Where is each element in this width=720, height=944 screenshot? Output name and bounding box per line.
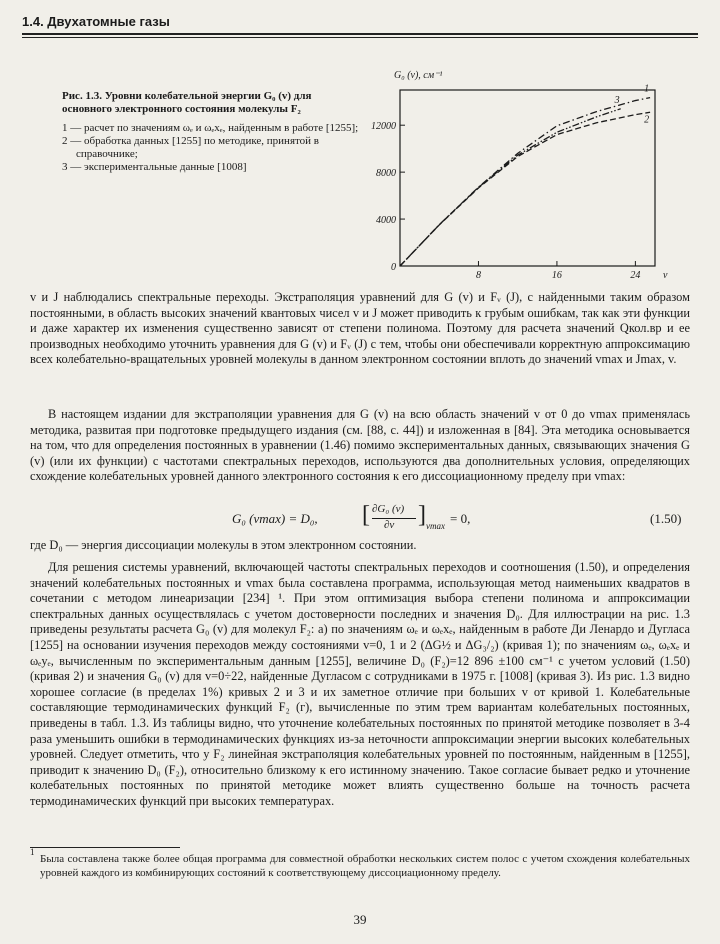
equation-subscript: vmax: [426, 521, 445, 531]
equation-numerator: ∂G₀ (v): [372, 503, 405, 515]
equation-1-50: [0, 502, 720, 535]
paragraph-3-text: где D₀ — энергия диссоциации молекулы в этом электронном состоянии.: [30, 538, 417, 552]
series-line-1: [400, 98, 650, 266]
equation-left: G₀ (vmax) = D₀,: [232, 511, 318, 526]
footnote-mark: 1: [30, 847, 35, 857]
equation-bracket: [: [362, 502, 370, 528]
curve-label-2: 2: [644, 114, 650, 126]
series-line-3: [400, 109, 621, 266]
header-rule-thin: [22, 37, 698, 38]
paragraph-1-text: v и J наблюдались спектральные переходы. Экстраполяция уравнений для G (v) и Fᵥ (J), с найденными таким образом постоянными, в область высоких значений квантовых чисел v и J может приводить к грубым ошибкам, так как эти функции и даже характер их изменения существенно зависят от степени полинома. Поэтому для расчета значений Qкол.вр и ее производных необходимо уточнить уравнения для G (v) и Fᵥ (J) с тем, чтобы они обеспечивали корректную аппроксимацию всех колебательно-вращательных уровней молекулы в данном электронном состоянии вплоть до значений vmax и Jmax, v.: [30, 290, 690, 367]
figure-caption: [62, 90, 362, 174]
x-axis-label: v: [663, 270, 668, 281]
equation-number: (1.50): [650, 511, 682, 526]
legend-item-2: 2 — обработка данных [1255] по методике, принятой в справочнике;: [62, 135, 319, 160]
footnote-rule: [30, 847, 180, 848]
legend-item-3: 3 — экспериментальные данные [1008]: [62, 161, 247, 173]
paragraph-4-text: Для решения системы уравнений, включающей частоты спектральных переходов и соотношения (1.50), и определения значений колебательных постоянных и vmax была составлена программа, использующая метод наименьших квадратов в сочетании с методом линеаризации [234] ¹. При этом оптимизация выбора степени полинома и аппроксимации спектральных данных осуществлялась с учетом достоверности последних и значения D₀. Для иллюстрации на рис. 1.3 приведены результаты расчета G₀ (v) для молекул F₂: а) по значениям ωₑ и ωₑxₑ, найденным в работе Ди Ленардо и Дугласа [1255] на основании изучения переходов между состояниями v=0, 1 и 2 (ΔG½ и ΔG₃/₂) (кривая 1); по значениям ωₑ, ωₑxₑ и ωₑyₑ, вычисленным по экспериментальным данным [1255], величине D₀ (F₂)=12 896 ±100 см⁻¹ с учетом условий (1.50) (кривая 2) и значения G₀ (v) для v=0÷22, найденные Дугласом с сотрудниками в 1975 г. [1008] (кривая 3). Из рис. 1.3 видно хорошее согласие (в пределах 1%) кривых 2 и 3 и их заметное отличие при больших v от кривой 1. Колебательные составляющие термодинамических функций F₂ (г), вычисленные по этим трем вариантам колебательных постоянных, приведены в табл. 1.3. Из таблицы видно, что уточнение колебательных постоянных по принятой методике позволяет в 3-4 раза уменьшить ошибки в термодинамических функциях из-за неточности аппроксимации энергии высоких колебательных уровней. Следует отметить, что у F₂ линейная экстраполяция колебательных уровней по постоянным, найденным в [1255], приводит к значению D₀ (F₂), относительно близкому к его истинному значению. Такое согласие бывает редко и уточнение колебательных постоянных по принятой методике может влиять существенно больше на точность расчета термодинамических функций при высоких температурах.: [30, 560, 690, 808]
energy-levels-chart: [360, 60, 680, 282]
paragraph-3: [30, 538, 690, 554]
figure-caption-title: Рис. 1.3. Уровни колебательной энергии G₀ (v) для основного электронного состояния молекулы F₂: [62, 90, 312, 115]
paragraph-1: [30, 290, 690, 368]
x-tick-label: 8: [475, 270, 481, 281]
equation-right-eq: = 0,: [450, 511, 471, 526]
footnote: Была составлена также более общая программа для совместной обработки нескольких систем полос с учетом схождения колебательных уровней каждого из комбинирующих состояний к соответствующему диссоциационному пределу.: [40, 853, 690, 879]
y-tick-label: 4000: [376, 215, 396, 227]
origin-label: 0: [391, 262, 396, 273]
curve-label-1: 1: [644, 83, 650, 95]
y-axis-label: G₀ (v), см⁻¹: [394, 70, 443, 81]
equation-bracket-close: ]: [418, 502, 426, 528]
x-tick-label: 24: [630, 270, 641, 281]
header-rule: [22, 33, 698, 35]
y-tick-label: 12000: [371, 121, 396, 133]
x-tick-label: 16: [551, 270, 562, 281]
page-number: 39: [353, 912, 367, 927]
paragraph-4: [30, 560, 690, 810]
curve-label-3: 3: [614, 94, 620, 106]
paragraph-2: [30, 407, 690, 485]
paragraph-2-text: В настоящем издании для экстраполяции уравнения для G (v) на всю область значений v от 0 до vmax применялась методика, развитая при подготовке предыдущего издания (см. [88, с. 44]) и изложенная в [84]. Эта методика основывается на том, что для определения постоянных в уравнении (1.46) помимо экспериментальных данных, связывающих значения G (v) (или их функции) с частотами спектральных переходов, используются два дополнительных условия, определяющих схождение колебательных уровней данного электронного состояния к его диссоциационному пределу при vmax:: [30, 407, 690, 484]
y-tick-label: 8000: [376, 168, 396, 180]
legend-item-1: 1 — расчет по значениям ωₑ и ωₑxₑ, найденным в работе [1255];: [62, 122, 359, 134]
section-header: 1.4. Двухатомные газы: [22, 14, 170, 29]
series-line-2: [400, 112, 650, 266]
equation-denominator: ∂v: [384, 519, 395, 531]
plot-frame: [400, 90, 655, 266]
